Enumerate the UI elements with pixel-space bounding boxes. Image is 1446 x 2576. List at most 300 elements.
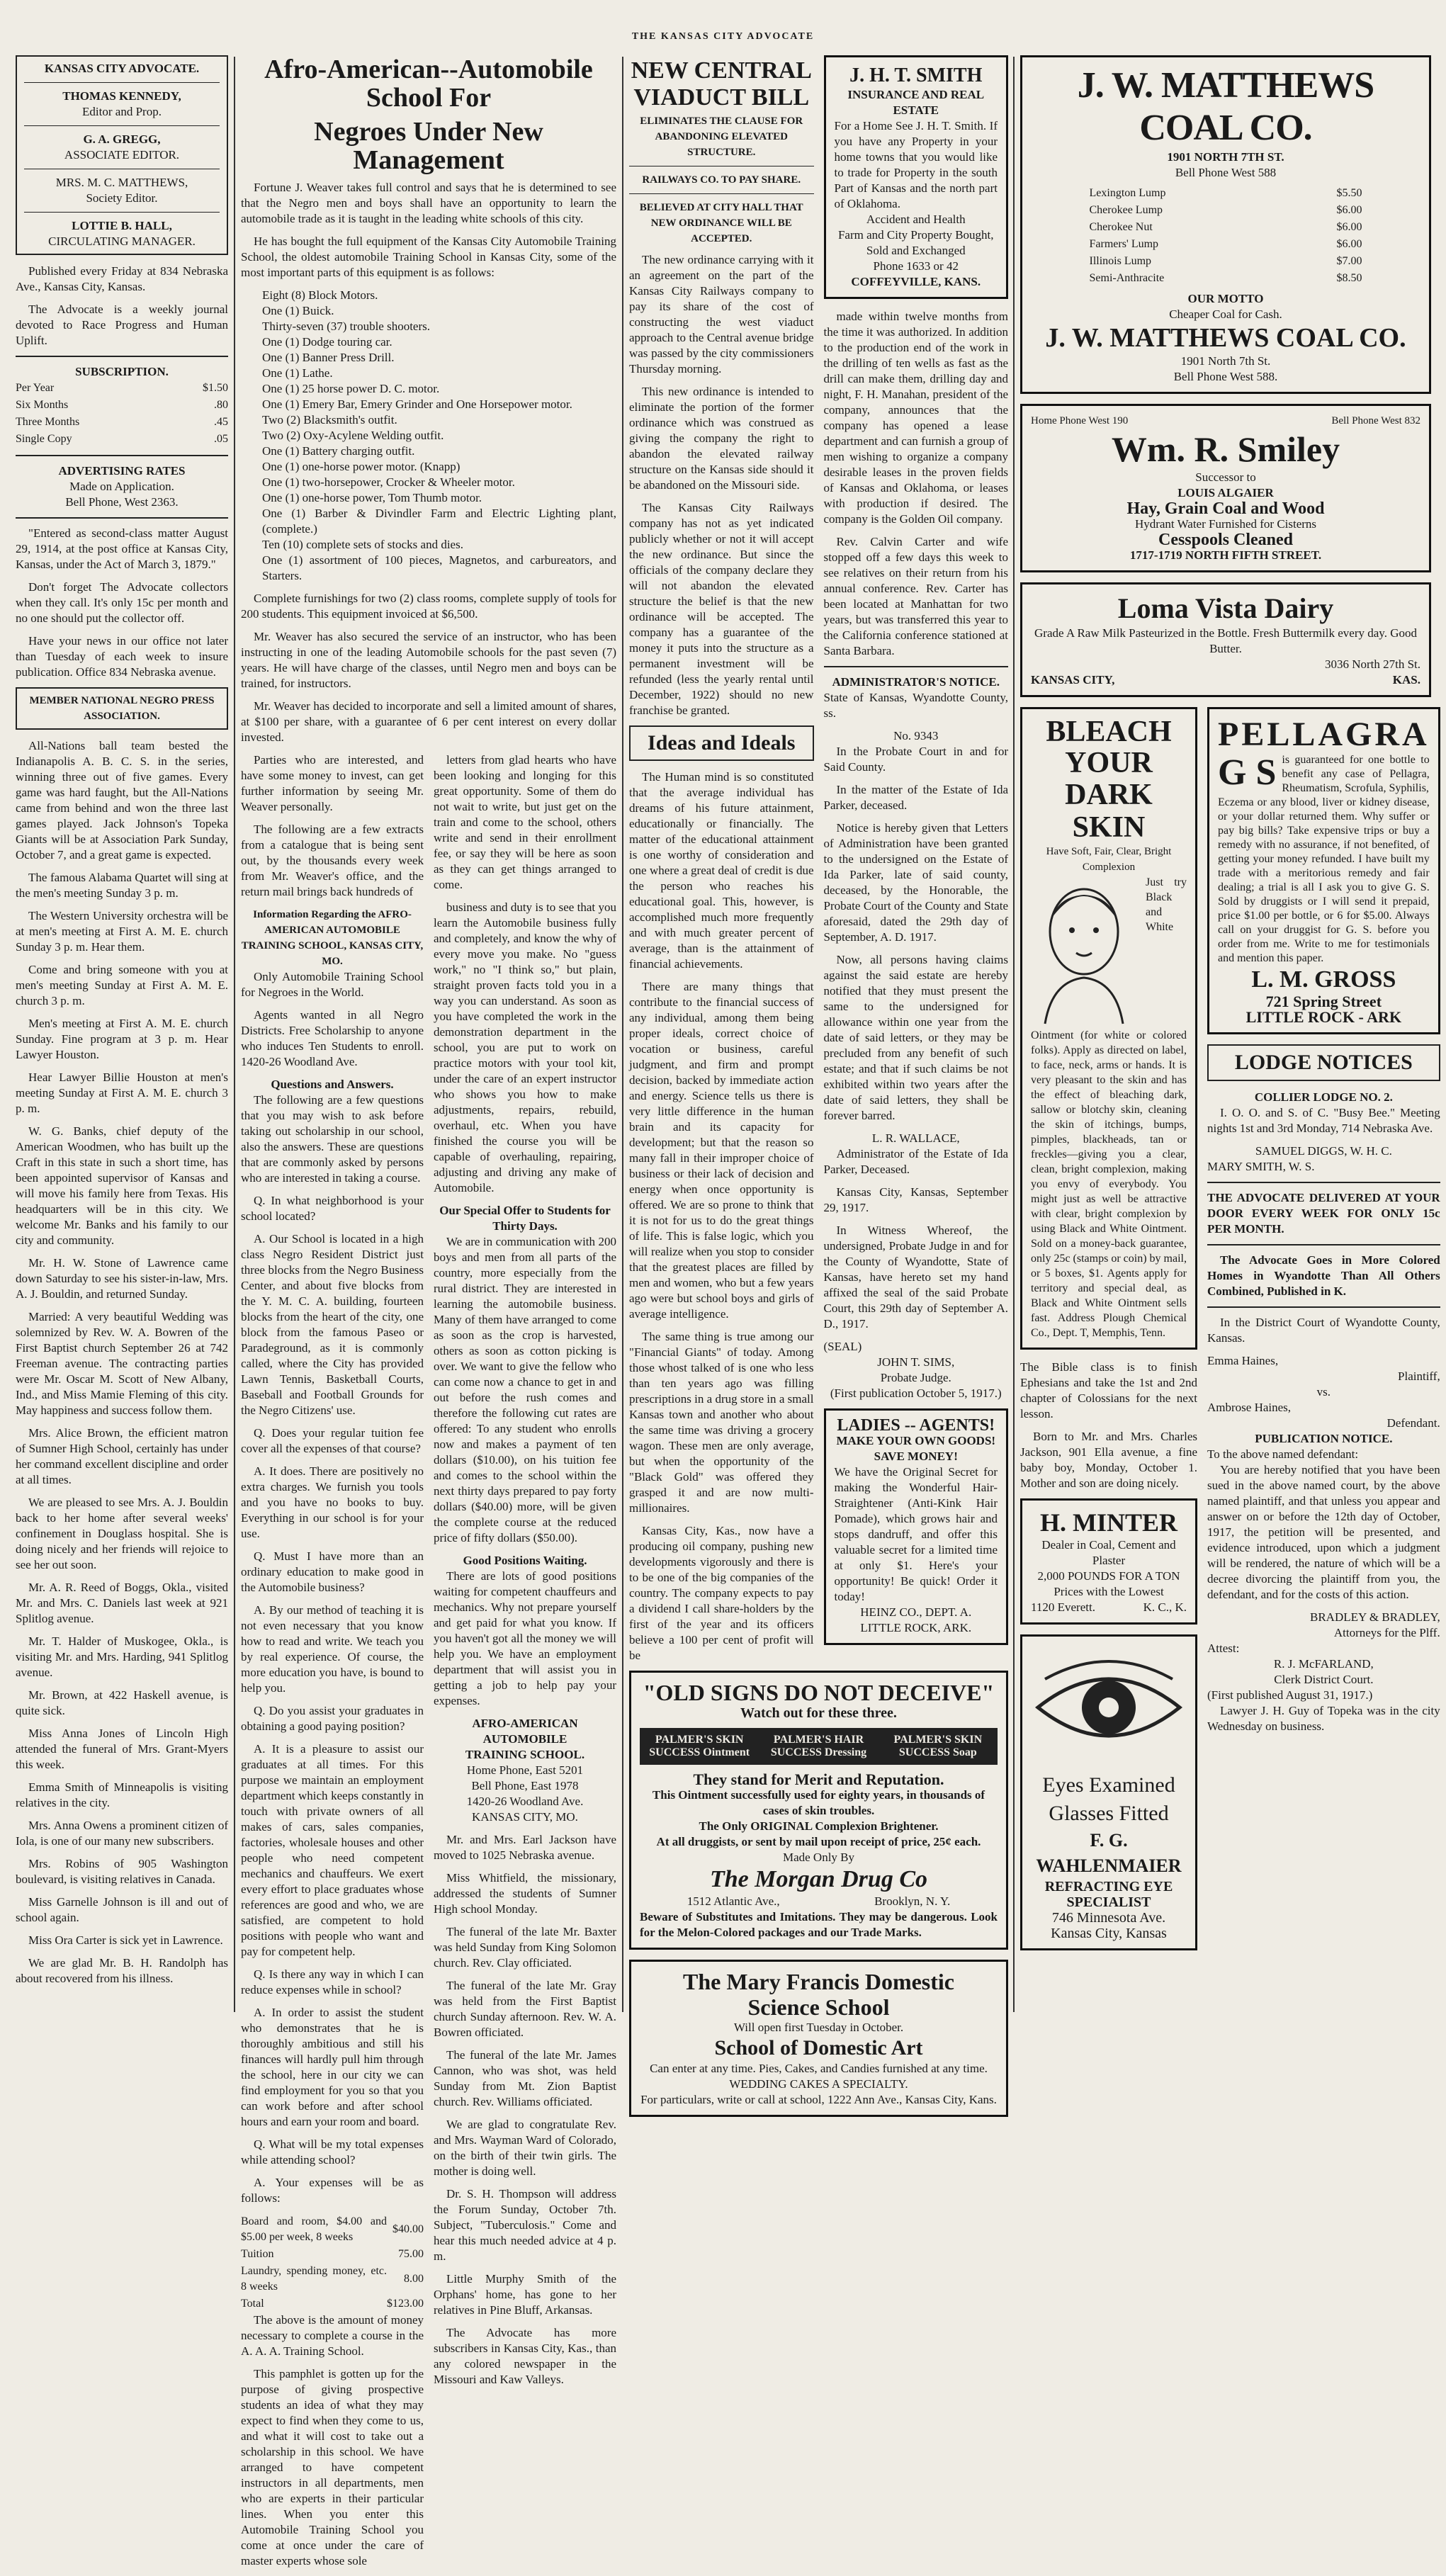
local-item: The famous Alabama Quartet will sing at the men's meeting Sunday 3 p. m. xyxy=(16,871,228,900)
article-paragraph: The new ordinance carrying with it an agreement on the part of the Kansas City Railways company to pay its share of the cost of constructing the west viaduct approach to the Central avenue bridge was passed by the city commissioners Thursday morning. xyxy=(629,253,814,375)
notice-paragraph: In the Probate Court in and for Said County. xyxy=(823,745,1008,774)
local-item: Lawyer J. H. Guy of Topeka was in the city Wednesday on business. xyxy=(1207,1704,1440,1733)
smith-body: For a Home See J. H. T. Smith. If you have any Property in your home towns that you would like to trade for Property in the south Part of Kansas and the north part of Oklahoma. xyxy=(834,119,998,210)
coal-label: Farmers' Lump xyxy=(1089,238,1159,250)
local-item: Mr. and Mrs. Earl Jackson have moved to 1025 Nebraska avenue. xyxy=(434,1833,616,1862)
cost-value: 8.00 xyxy=(404,2273,424,2285)
pellagra-ad xyxy=(1207,707,1440,1034)
minter-body: Dealer in Coal, Cement and Plaster xyxy=(1041,1538,1176,1567)
article-paragraph: made within twelve months from the time it was authorized. In addition to the production end of the work in the drilling of ten wells as fast as the drill can make them, drilling day and night, F. H. Manahan, president of the company, announces that the company has opened a lease department and can furnish a group of men wishing to organize a company desirable leases in the proven fields of Kansas and Oklahoma, or leases with production if desired. The company is the Golden Oil company. xyxy=(823,310,1008,526)
article-paragraph: letters from glad hearts who have been looking and longing for this great opportunity. Some of them do not wait to write, but just get on the train and come to the school, others write and send in their enrollment fee, or say they will be here as soon as they can get things arranged to come. xyxy=(434,753,616,891)
article-two-columns xyxy=(241,752,616,2576)
subscription-title: SUBSCRIPTION. xyxy=(75,365,169,378)
dairy-ad xyxy=(1020,582,1431,697)
smiley-phones xyxy=(1031,413,1420,429)
rate-value: $1.50 xyxy=(203,382,228,394)
local-item: All-Nations ball team bested the Indianapolis A. B. C. S. in the series, winning three out of five games. Every game was hard faught, but the All-Nations came from behind and won the three last games played. Jack Johnson's Topeka Giants will be at Association Park Sunday, October 7, and a great game is expected. xyxy=(16,739,228,862)
local-item: Dr. S. H. Thompson will address the Forum Sunday, October 7th. Subject, "Tuberculosis." Come and hear this much needed advice at 4 p. m. xyxy=(434,2187,616,2263)
local-item: Mr. A. R. Reed of Boggs, Okla., visited Mr. and Mrs. C. Daniels last week at 921 Splitlog avenue. xyxy=(16,1581,228,1625)
judge-name: JOHN T. SIMS, xyxy=(877,1355,955,1369)
equipment-item: One (1) assortment of 100 pieces, Magnetos, and carbureators, and Starters. xyxy=(262,553,616,582)
coal-price-table xyxy=(1090,185,1362,287)
cost-label: Laundry, spending money, etc. 8 weeks xyxy=(241,2265,387,2293)
viaduct-deck: RAILWAYS CO. TO PAY SHARE. xyxy=(642,174,801,186)
notice-paragraph: Notice is hereby given that Letters of Administration have been granted to the undersigned on the Estate of Ida Parker, late of said county, deceased, by the Honorable, the Probate Court of the County and State aforesaid, dated the 29th day of September, A. D. 1917. xyxy=(823,821,1008,944)
local-item: Little Murphy Smith of the Orphans' home, has gone to her relatives in Pine Bluff, Arkansas. xyxy=(434,2272,616,2317)
signature-line: TRAINING SCHOOL. xyxy=(465,1748,585,1761)
smiley-phone: Bell Phone West 832 xyxy=(1331,415,1420,426)
minter-address-line xyxy=(1031,1600,1187,1615)
coal-label: Semi-Anthracite xyxy=(1089,272,1165,284)
optical-specialty: REFRACTING EYE SPECIALIST xyxy=(1044,1879,1173,1910)
automobile-school-article xyxy=(241,55,616,2567)
matthews-name: J. W. MATTHEWS COAL CO. xyxy=(1077,65,1374,148)
qa-title: Questions and Answers. xyxy=(271,1078,394,1091)
dairy-name: Loma Vista Dairy xyxy=(1117,592,1334,624)
dressing-jar: PALMER'S HAIR SUCCESS Dressing xyxy=(759,1728,878,1765)
article-paragraph: The following are a few extracts from a catalogue that is being sent out, by the thousands every week from Mr. Weaver's office, and the return mail brings back hundreds of xyxy=(241,823,424,898)
woman-portrait-illustration xyxy=(1031,875,1137,1024)
domestic-title: The Mary Francis Domestic xyxy=(682,1969,954,1994)
ideas-ideals-title: Ideas and Ideals xyxy=(629,725,814,761)
coal-price: $8.50 xyxy=(1336,272,1362,284)
cost-total-label: Total xyxy=(241,2298,264,2310)
local-item: Men's meeting at First A. M. E. church Sunday. Fine program at 3 p. m. Hear Lawyer Houston. xyxy=(16,1017,228,1061)
ladies-city: LITTLE ROCK, ARK. xyxy=(860,1621,972,1634)
devoted-note: The Advocate is a weekly journal devoted to Race Progress and Human Uplift. xyxy=(16,303,228,347)
column-rule xyxy=(622,57,623,2012)
palmers-stand: They stand for Merit and Reputation. xyxy=(693,1770,944,1788)
ointment-jar: PALMER'S SKIN SUCCESS Ointment xyxy=(640,1728,759,1765)
article-subcolumn-left xyxy=(241,752,424,2576)
cost-label: Tuition xyxy=(241,2248,274,2260)
domestic-science-ad xyxy=(629,1960,1008,2117)
gross-city: LITTLE ROCK - ARK xyxy=(1246,1008,1402,1026)
delivery-notice: THE ADVOCATE DELIVERED AT YOUR DOOR EVERY WEEK FOR ONLY 15c PER MONTH. xyxy=(1207,1191,1440,1236)
ads-two-columns xyxy=(1020,707,1440,1960)
local-item: Born to Mr. and Mrs. Charles Jackson, 901 Ella avenue, a fine baby boy, Monday, October 1. Mother and son are doing nicely. xyxy=(1020,1430,1197,1490)
palmers-city: Brooklyn, N. Y. xyxy=(874,1894,951,1908)
ladies-firm: HEINZ CO., DEPT. A. xyxy=(860,1605,972,1619)
rate-label: Three Months xyxy=(16,416,80,428)
lodge-body: I. O. O. and S. of C. "Busy Bee." Meeting nights 1st and 3rd Monday, 714 Nebraska Ave. xyxy=(1207,1106,1440,1135)
article-paragraph: The above is the amount of money necessary to complete a course in the A. A. A. Training School. xyxy=(241,2313,424,2358)
lodge-notices-title: LODGE NOTICES xyxy=(1207,1044,1440,1081)
local-item: Miss Anna Jones of Lincoln High attended the funeral of Mrs. Grant-Myers this week. xyxy=(16,1727,228,1771)
ads-columns xyxy=(1020,55,1440,2025)
publication-body: You are hereby notified that you have been sued in the above named court, by the above named plaintiff, and that unless you appear and answer on or before the 12th day of October, 1917, the petition will be presented, and evidence introduced, upon which a judgment will be rendered, the nature of which will be a decree divorcing the plaintiff from you, the defendant, and for the costs of this action. xyxy=(1207,1463,1440,1601)
morgan-drug-logo: The Morgan Drug Co xyxy=(709,1866,927,1892)
article-paragraph: Fortune J. Weaver takes full control and says that he is determined to see that the Negro men and boys shall have an opportunity to learn the automobile trade as it is taught in the leading white schools of this city. xyxy=(241,181,616,225)
ladies-sub: SAVE MONEY! xyxy=(874,1450,958,1463)
advertising-title: ADVERTISING RATES xyxy=(58,464,186,478)
domestic-open: Will open first Tuesday in October. xyxy=(733,2021,904,2034)
coal-price: $6.00 xyxy=(1336,204,1362,216)
local-item: Mrs. Anna Owens a prominent citizen of Iola, is one of our many new subscribers. xyxy=(16,1819,228,1848)
qa-paragraph: A. It is a pleasure to assist our graduates at all times. For this purpose we maintain an employment department which keeps constantly in touch with private owners of all makes of cars, sales companies, factories, wholesale houses and other people who need competent mechanics and chauffeurs. We exert every effort to place graduates whose references are good and who, we are satisfied, are competent to hold positions with people who want and pay for competent help. xyxy=(241,1742,424,1958)
domestic-enter: Can enter at any time. Pies, Cakes, and Candies furnished at any time. xyxy=(650,2062,988,2075)
dairy-state: KAS. xyxy=(1392,673,1420,687)
coal-price: $6.00 xyxy=(1336,221,1362,233)
publication-notice-title: PUBLICATION NOTICE. xyxy=(1255,1432,1393,1445)
smith-city: COFFEYVILLE, KANS. xyxy=(851,275,981,288)
local-item: The Western University orchestra will be at men's meeting at First A. M. E. church Sunday 3 p. m. Hear them. xyxy=(16,909,228,954)
rate-value: .05 xyxy=(214,433,228,445)
subscription-rates xyxy=(16,380,228,448)
minter-name: H. MINTER xyxy=(1039,1508,1177,1537)
attorneys: BRADLEY & BRADLEY, xyxy=(1309,1610,1440,1624)
minter-address: 1120 Everett. xyxy=(1031,1600,1095,1614)
dairy-body: Grade A Raw Milk Pasteurized in the Bottle. Fresh Buttermilk every day. Good Butter. xyxy=(1034,626,1417,655)
staff-name: G. A. GREGG, xyxy=(83,132,161,146)
pellagra-lead: is guaranteed for one bottle to benefit any case of Pellagra, Rheumatism, Scrofula, Syphilis, xyxy=(1282,754,1430,794)
equipment-item: One (1) one-horse power, Tom Thumb motor. xyxy=(262,491,482,504)
qa-paragraph: A. Our School is located in a high class Negro Resident District just three blocks from the Negro Business Center, and about five blocks from the Y. M. C. A. building, fourteen blocks from the heart of the city, one block from the famous Paseo or Paradeground, as it is commonly called, where the City has provided Lawn Tennis, Basketball Courts, Baseball and Football Grounds for the Negro Citizens' use. xyxy=(241,1232,424,1417)
local-item: The Advocate has more subscribers in Kansas City, Kas., than any colored newspaper in the Missouri and Kaw Valleys. xyxy=(434,2326,616,2386)
rate-label: Per Year xyxy=(16,382,55,394)
notice-paragraph: Administrator of the Estate of Ida Parker, Deceased. xyxy=(823,1147,1008,1176)
bleach-sub: Have Soft, Fair, Clear, Bright Complexion xyxy=(1046,846,1172,873)
notice-number: No. 9343 xyxy=(893,729,939,742)
local-item: Miss Whitfield, the missionary, addressed the students of Sumner High school Monday. xyxy=(434,1871,616,1916)
smiley-address: 1717-1719 NORTH FIFTH STREET. xyxy=(1129,548,1322,562)
staff-name: MRS. M. C. MATTHEWS, xyxy=(55,176,188,189)
qa-paragraph: A. Your expenses will be as follows: xyxy=(241,2176,424,2205)
local-item: Emma Smith of Minneapolis is visiting relatives in the city. xyxy=(16,1780,228,1809)
local-item: Mr. T. Halder of Muskogee, Okla., is visiting Mr. and Mrs. Harding, 941 Splitlog avenue. xyxy=(16,1634,228,1679)
matthews-address: 1901 NORTH 7TH ST. xyxy=(1167,150,1284,164)
domestic-cakes: WEDDING CAKES A SPECIALTY. xyxy=(729,2077,908,2091)
smith-line: Accident and Health xyxy=(866,213,966,226)
coal-label: Illinois Lump xyxy=(1089,255,1152,267)
equipment-item: One (1) Barber & Divindler Farm and Electric Lighting plant, (complete.) xyxy=(262,507,616,536)
matthews-name-2: J. W. MATTHEWS COAL CO. xyxy=(1045,323,1406,353)
judge-title: Probate Judge. xyxy=(880,1371,951,1384)
attest: Attest: xyxy=(1207,1642,1240,1655)
equipment-item: One (1) 25 horse power D. C. motor. xyxy=(262,382,440,395)
signature-line: AFRO-AMERICAN AUTOMOBILE xyxy=(472,1717,578,1746)
notices-column xyxy=(824,55,1009,1671)
lodge-signature: MARY SMITH, W. S. xyxy=(1207,1160,1315,1173)
local-item: The funeral of the late Mr. James Cannon, who was shot, was held Sunday from Mt. Zion Baptist church. Rev. Williams officiated. xyxy=(434,2048,616,2108)
qa-paragraph: Q. Does your regular tuition fee cover all the expenses of that course? xyxy=(241,1426,424,1455)
ladies-sub: MAKE YOUR OWN GOODS! xyxy=(836,1434,996,1447)
article-paragraph: business and duty is to see that you learn the Automobile business fully and completely, and know the why of every move you make. No "guess work," no "I think so," but plain, straight proven facts told you in a way you can understand. As soon as you have completed the work in the demonstration department in the school, you are put to work on practice motors with your tool kit, under the care of an expert instructor who shows you how to make adjustments, repairs, rebuild, overhaul, etc. When you have finished the course you will be capable of overhauling, repairing, adjusting and driving any make of Automobile. xyxy=(434,900,616,1194)
gross-street: 721 Spring Street xyxy=(1265,993,1382,1010)
signature-line: Home Phone, East 5201 xyxy=(466,1763,584,1777)
smith-name: J. H. T. SMITH xyxy=(849,64,983,86)
article-paragraph: The same thing is true among our "Financial Giants" of today. Among those whost talked of is one who less than ten years ago was filling prescriptions in a drug store in a small Kansas town and another who about the same time was driving a grocery wagon. These men are only average, but when the opportunity of the "Black Gold" was offered they grasped it and are now multi-millionaires. xyxy=(629,1330,814,1515)
article-paragraph: This new ordinance is intended to eliminate the portion of the former ordinance which was construed as giving the company the right to abandon the elevated railway structure on the Kansas side should it be abandoned on the Missouri side. xyxy=(629,385,814,492)
local-item: Married: A very beautiful Wedding was solemnized by Rev. W. A. Bowren of the First Baptist church September 26 at 742 Freeman avenue. The contracting parties were Mr. Oscar M. Scott of New Albany, Ind., and Miss Mamie Fleming of this city. May happiness and success follow them. xyxy=(16,1310,228,1417)
dairy-city-line xyxy=(1031,672,1420,688)
article-headline: Negroes Under New Management xyxy=(314,117,543,175)
optical-line: Glasses Fitted xyxy=(1049,1802,1169,1825)
member-box: MEMBER NATIONAL NEGRO PRESS ASSOCIATION. xyxy=(16,687,228,730)
equipment-item: One (1) Lathe. xyxy=(262,366,333,380)
ladies-agents-ad xyxy=(824,1408,1009,1645)
local-item: Mrs. Robins of 905 Washington boulevard, is visiting relatives in Canada. xyxy=(16,1857,228,1886)
article-paragraph: There are many things that contribute to the financial success of any individual, among them being proper ideals, correct choice of vocation or business, careful judgment, and firm and prompt decision, backed by immediate action and energy. Science tells us there is very little difference in the human brain and its capacity for development; but that the reason so many fall in their improper choice of business or their lack of decision and energy when once opportunity is offered. We are so prone to think that it is not for us to do the great things of life. This is false logic, which you will realize when you stop to consider that the greatest places are filled by men and women, who but a few years ago were but school boys and girls of average intelligence. xyxy=(629,980,814,1321)
local-item: Miss Ora Carter is sick yet in Lawrence. xyxy=(28,1933,223,1947)
matthews-motto: Cheaper Coal for Cash. xyxy=(1169,307,1282,321)
qa-paragraph: A. In order to assist the student who demonstrates that he is thoroughly ambitious and still his finances will hardly pull him through the school, here in our city we can find employment for you so that you can work before and after school hours and earn your room and board. xyxy=(241,2006,424,2128)
local-item: We are glad to congratulate Rev. and Mrs. Wayman Ward of Colorado, on the birth of their twin girls. The mother is doing well. xyxy=(434,2118,616,2178)
ladies-title: LADIES -- AGENTS! xyxy=(837,1416,995,1435)
equipment-item: Two (2) Oxy-Acylene Welding outfit. xyxy=(262,429,444,442)
equipment-item: One (1) Buick. xyxy=(262,304,334,317)
local-item: The funeral of the late Mr. Baxter was held Sunday from King Solomon church. Rev. Clay officiated. xyxy=(434,1925,616,1970)
matthews-phone-2: Bell Phone West 588. xyxy=(1173,370,1278,383)
viaduct-deck: ELIMINATES THE CLAUSE FOR ABANDONING ELEVATED STRUCTURE. xyxy=(640,115,803,158)
attorneys-title: Attorneys for the Plff. xyxy=(1333,1626,1440,1639)
smiley-successor: Successor to xyxy=(1195,470,1256,484)
special-offer-title: Our Special Offer to Students for Thirty Days. xyxy=(439,1204,611,1233)
notice-state: State of Kansas, Wyandotte County, ss. xyxy=(823,691,1008,720)
staff-role: CIRCULATING MANAGER. xyxy=(48,235,196,248)
court-heading: In the District Court of Wyandotte County, Kansas. xyxy=(1207,1316,1440,1345)
eye-illustration xyxy=(1031,1651,1187,1764)
gs-logo: G S xyxy=(1218,752,1277,793)
qa-paragraph: The following are a few questions that you may wish to ask before taking out scholarship in our school, also the answers. These are questions that are commonly asked by persons who are interested in taking a course. xyxy=(241,1093,424,1185)
equipment-item: Ten (10) complete sets of stocks and dies. xyxy=(262,538,463,551)
qa-paragraph: Q. In what neighborhood is your school located? xyxy=(241,1194,424,1223)
cost-label: Board and room, $4.00 and $5.00 per week, 8 weeks xyxy=(241,2215,387,2243)
circulation-notice: The Advocate Goes in More Colored Homes in Wyandotte Than All Others Combined, Published in K. xyxy=(1207,1253,1440,1298)
article-paragraph: He has bought the full equipment of the Kansas City Automobile Training School, the oldest automobile Training School in Kansas City, some of the most important parts of this equipment is as follows: xyxy=(241,235,616,279)
smiley-phone: Home Phone West 190 xyxy=(1031,415,1129,426)
local-item: Mr. H. W. Stone of Lawrence came down Saturday to see his sister-in-law, Mrs. A. J. Bouldin, and returned Sunday. xyxy=(16,1256,228,1301)
smiley-name: Wm. R. Smiley xyxy=(1111,429,1340,469)
matthews-coal-ad xyxy=(1020,55,1431,394)
viaduct-headline: NEW CENTRAL xyxy=(631,57,812,84)
palmers-body: The Only ORIGINAL Complexion Brightener. xyxy=(699,1819,939,1833)
local-item: Miss Garnelle Johnson is ill and out of school again. xyxy=(16,1895,228,1924)
smiley-water: Hydrant Water Furnished for Cisterns xyxy=(1134,517,1317,531)
local-item: Come and bring someone with you at men's meeting Sunday at First A. M. E. church 3 p. m. xyxy=(16,963,228,1007)
equipment-item: One (1) Banner Press Drill. xyxy=(262,351,395,364)
minter-ad xyxy=(1020,1498,1197,1625)
smiley-ad xyxy=(1020,404,1431,572)
staff-role: ASSOCIATE EDITOR. xyxy=(64,148,180,162)
smiley-goods: Hay, Grain Coal and Wood xyxy=(1126,499,1325,518)
article-paragraph: The Kansas City Railways company has not as yet indicated publicly whether or not it will accept the new ordinance. But since the officials of the company declare they will not abandon the elevated structure the belief is that the new ordinance will be accepted. The company has a guarantee of the money it puts into the structure as a permanent investment will be refunded (less the yearly rental until December, 1922) should no new franchise be granted. xyxy=(629,501,814,717)
coal-price: $5.50 xyxy=(1336,187,1362,199)
equipment-item: Eight (8) Block Motors. xyxy=(262,288,378,302)
equipment-list xyxy=(241,288,616,584)
optical-address: 746 Minnesota Ave. xyxy=(1051,1910,1166,1926)
local-item: The funeral of the late Mr. Gray was held from the First Baptist church Sunday afternoon. Rev. W. A. Bowren officiated. xyxy=(434,1979,616,2039)
column-rule xyxy=(1013,57,1015,2012)
soap-box: PALMER'S SKIN SUCCESS Soap xyxy=(879,1728,998,1765)
positions-title: Good Positions Waiting. xyxy=(463,1554,587,1567)
article-paragraph: Rev. Calvin Carter and wife stopped off a few days this week to see relatives on their return from his annual conference. Rev. Carter has been located at Manhattan for two years, but was transferred this year to the California conference stationed at Santa Barbara. xyxy=(823,535,1008,657)
smith-phone: Phone 1633 or 42 xyxy=(873,259,959,273)
coal-price: $6.00 xyxy=(1336,238,1362,250)
article-paragraph: Only Automobile Training School for Negroes in the World. xyxy=(241,970,424,999)
palmers-ad xyxy=(629,1671,1008,1950)
publication-to: To the above named defendant: xyxy=(1207,1447,1359,1461)
equipment-item: One (1) Dodge touring car. xyxy=(262,335,392,349)
clerk-name: R. J. McFARLAND, xyxy=(1273,1657,1374,1671)
ladies-body: We have the Original Secret for making the Wonderful Hair-Straightener (Anti-Kink Hair Pomade), which grows hair and stops dandruff, and offer this valuable secret for a limited time at only $1. Here's your opportunity! Be quick! Order it today! xyxy=(834,1465,998,1603)
center-two-columns xyxy=(629,55,1008,1671)
lodge-signature: SAMUEL DIGGS, W. H. C. xyxy=(1255,1144,1392,1158)
defendant-name: Ambrose Haines, xyxy=(1207,1401,1292,1414)
qa-paragraph: Q. Is there any way in which I can reduce expenses while in school? xyxy=(241,1967,424,1996)
local-item: The Bible class is to finish Ephesians and take the 1st and 2nd chapter of Colossians for the next lesson. xyxy=(1020,1360,1197,1420)
notice-title: ADMINISTRATOR'S NOTICE. xyxy=(832,675,1000,689)
local-item: Hear Lawyer Billie Houston at men's meeting Sunday at First A. M. E. church 3 p. m. xyxy=(16,1070,228,1115)
minter-prices: Prices with the Lowest xyxy=(1054,1585,1164,1598)
article-paragraph: Mr. Weaver has also secured the service of an instructor, who has been instructing in one of the leading Automobile schools for the past seven (7) years. He will have charge of the classes, until Negro men and boys can be trained, for instructors. xyxy=(241,630,616,690)
article-paragraph: Agents wanted in all Negro Districts. Free Scholarship to anyone who induces Ten Students to enroll. 1420-26 Woodland Ave. xyxy=(241,1008,424,1068)
smiley-prev: LOUIS ALGAIER xyxy=(1177,486,1274,499)
bleach-ad xyxy=(1020,707,1197,1350)
optical-city: Kansas City, Kansas xyxy=(1051,1926,1167,1941)
article-paragraph: Parties who are interested, and have some money to invest, can get further information by seeing Mr. Weaver personally. xyxy=(241,753,424,813)
signature-line: Bell Phone, East 1978 xyxy=(471,1779,579,1792)
smith-line: Farm and City Property Bought, Sold and Exchanged xyxy=(837,228,994,257)
matthews-phone: Bell Phone West 588 xyxy=(1175,166,1277,179)
domestic-address: For particulars, write or call at school, 1222 Ann Ave., Kansas City, Kans. xyxy=(640,2093,997,2106)
gross-name: L. M. GROSS xyxy=(1251,966,1396,993)
plaintiff-name: Emma Haines, xyxy=(1207,1354,1279,1367)
palmers-sub: Watch out for these three. xyxy=(740,1705,897,1721)
lodge-sub: COLLIER LODGE NO. 2. xyxy=(1254,1090,1393,1104)
staff-box xyxy=(16,55,228,255)
staff-role: Society Editor. xyxy=(86,191,158,205)
domestic-title: Science School xyxy=(747,1994,890,2020)
rate-value: .45 xyxy=(214,416,228,428)
smith-sub: INSURANCE AND REAL ESTATE xyxy=(847,88,985,117)
equipment-item: One (1) Emery Bar, Emery Grinder and One Horsepower motor. xyxy=(262,397,572,411)
dairy-city: KANSAS CITY, xyxy=(1031,673,1115,687)
palmers-body: This Ointment successfully used for eighty years, in thousands of cases of skin troubles. xyxy=(652,1788,985,1817)
palmers-address xyxy=(640,1894,998,1909)
qa-paragraph: A. It does. There are positively no extra charges. We furnish you tools and you have no books to buy. Everything in our school is for your use. xyxy=(241,1464,424,1540)
column-1 xyxy=(16,55,228,2025)
palmers-body: At all druggists, or sent by mail upon receipt of price, 25¢ each. xyxy=(656,1835,981,1848)
viaduct-column xyxy=(629,55,814,1671)
signature-line: KANSAS CITY, MO. xyxy=(472,1810,578,1824)
coal-price: $7.00 xyxy=(1336,255,1362,267)
clerk-title: Clerk District Court. xyxy=(1274,1673,1374,1686)
cost-table xyxy=(241,2213,424,2312)
qa-paragraph: A. By our method of teaching it is not even necessary that you know how to read and write. We teach you by real experience. Of course, the more education you have, is bound to help you. xyxy=(241,1603,424,1695)
info-title: Information Regarding the AFRO-AMERICAN AUTOMOBILE TRAINING SCHOOL, KANSAS CITY, MO. xyxy=(241,909,424,967)
plaintiff-label: Plaintiff, xyxy=(1398,1369,1440,1383)
article-paragraph: Kansas City, Kas., now have a producing oil company, pushing new developments vigorously and there is to be one of the big companies of the country. The company expects to pay a dividend I call share-holders by the first of the year and its officers believe a 100 per cent of profit will be xyxy=(629,1524,814,1662)
staff-name: THOMAS KENNEDY, xyxy=(62,89,181,103)
column-rule xyxy=(234,57,235,2012)
center-columns xyxy=(629,55,1008,2106)
palmers-street: 1512 Atlantic Ave., xyxy=(687,1894,780,1908)
viaduct-deck: BELIEVED AT CITY HALL THAT NEW ORDINANCE WILL BE ACCEPTED. xyxy=(639,202,803,244)
palmers-made: Made Only By xyxy=(782,1851,855,1864)
qa-paragraph: Q. Must I have more than an ordinary education to make good in the Automobile business? xyxy=(241,1549,424,1594)
pellagra-title: PELLAGRA xyxy=(1218,716,1430,753)
equipment-item: Thirty-seven (37) trouble shooters. xyxy=(262,320,430,333)
notice-paragraph: Kansas City, Kansas, September 29, 1917. xyxy=(823,1185,1008,1214)
domestic-art: School of Domestic Art xyxy=(714,2036,923,2060)
matthews-motto-title: OUR MOTTO xyxy=(1187,292,1264,305)
equipment-item: One (1) one-horse power motor. (Knapp) xyxy=(262,460,461,473)
notice-signature: L. R. WALLACE, xyxy=(871,1131,960,1145)
published-note: Published every Friday at 834 Nebraska Ave., Kansas City, Kansas. xyxy=(16,264,228,293)
article-paragraph: There are lots of good positions waiting for competent chauffeurs and mechanics. Why not prepare yourself and get paid for what you know. If you haven't got all the money we will help you. We have an employment department that will assist you in getting a job to help pay your expenses. xyxy=(434,1569,616,1707)
advertising-sub: Made on Application. xyxy=(69,480,174,493)
defendant-label: Defendant. xyxy=(1386,1416,1440,1430)
coal-label: Cherokee Lump xyxy=(1089,204,1163,216)
ads-right-column xyxy=(1207,707,1440,1960)
masthead: THE KANSAS CITY ADVOCATE xyxy=(631,31,815,42)
equipment-item: Two (2) Blacksmith's outfit. xyxy=(262,413,397,426)
rate-label: Single Copy xyxy=(16,433,72,445)
qa-paragraph: Q. Do you assist your graduates in obtaining a good paying position? xyxy=(241,1704,424,1733)
article-paragraph: The Human mind is so constituted that the average individual has dreams of his future attainment, educationally or financially. The matter of the educational attainment is one worthy of consideration and one where a great deal of credit is due the person who reaches his educational goal. This, however, is accomplished much more frequently and with much greater percent of average, than is the attainment of financial achievements. xyxy=(629,770,814,971)
rate-value: .80 xyxy=(214,399,228,411)
equipment-item: One (1) Battery charging outfit. xyxy=(262,444,415,458)
notice-seal: (SEAL) xyxy=(823,1340,862,1353)
qa-paragraph: Q. What will be my total expenses while attending school? xyxy=(241,2137,424,2167)
bleach-body: Just try Black and White Ointment (for white or colored folks). Apply as directed on label, to face, neck, arms or hands. It is very pleasant to the skin and has the effect of bleaching dark, sallow or blotchy skin, cleaning the skin of itchings, bumps, pimples, blackheads, tan or freckles—giving you a clear, clean, bright complexion, making you envy of everybody. You might just as well be attractive with clear, bright complexion by using Black and White Ointment. Sold on a money-back guarantee, only 25c (stamps or coin) by mail, or 5 boxes, $1. Agents apply for territory and special deal, as Black and White Ointment sells fast. Address Plough Chemical Co., Dept. T, Memphis, Tenn. xyxy=(1031,876,1187,1339)
versus: vs. xyxy=(1316,1385,1331,1399)
ads-left-column xyxy=(1020,707,1197,1960)
have-news-note: Have your news in our office not later than Tuesday of each week to insure publication. Office 834 Nebraska avenue. xyxy=(16,634,228,679)
local-item: We are glad Mr. B. H. Randolph has about recovered from his illness. xyxy=(16,1956,228,1985)
optical-ad xyxy=(1020,1634,1197,1950)
first-publication: (First publication October 5, 1917.) xyxy=(830,1386,1002,1400)
advertising-phone: Bell Phone, West 2363. xyxy=(65,495,179,509)
smiley-cesspools: Cesspools Cleaned xyxy=(1158,531,1294,549)
article-paragraph: Mr. Weaver has decided to incorporate and sell a limited amount of shares, at $100 per share, with a guarantee of 6 per cent interest on every dollar invested. xyxy=(241,699,616,744)
coal-label: Cherokee Nut xyxy=(1089,221,1153,233)
signature-line: 1420-26 Woodland Ave. xyxy=(466,1795,584,1808)
dairy-address: 3036 North 27th St. xyxy=(1324,657,1420,671)
local-item: Mr. Brown, at 422 Haskell avenue, is quite sick. xyxy=(16,1688,228,1717)
smith-ad xyxy=(824,55,1009,299)
palmers-title: "OLD SIGNS DO NOT DECEIVE" xyxy=(643,1680,995,1705)
coal-label: Lexington Lump xyxy=(1089,187,1166,199)
first-published: (First published August 31, 1917.) xyxy=(1207,1688,1373,1702)
notice-paragraph: In Witness Whereof, the undersigned, Probate Judge in and for the County of Wyandotte, State of Kansas, have hereto set my hand affixed the seal of the said Probate Court, this 29th day of September A. D., 1917. xyxy=(823,1224,1008,1331)
optical-line: Eyes Examined xyxy=(1042,1773,1175,1797)
dont-forget-note: Don't forget The Advocate collectors when they call. It's only 15c per month and no one should put the collector off. xyxy=(16,580,228,625)
paper-name: KANSAS CITY ADVOCATE. xyxy=(44,62,200,75)
palmers-beware: Beware of Substitutes and Imitations. They may be dangerous. Look for the Melon-Colored packages and our Trade Marks. xyxy=(640,1910,998,1939)
staff-name: LOTTIE B. HALL, xyxy=(72,219,172,232)
optical-name: F. G. WAHLENMAIER xyxy=(1036,1830,1182,1876)
local-item: We are pleased to see Mrs. A. J. Bouldin back to her home after several weeks' confinement in Douglass hospital. She is doing nicely and her friends will rejoice to see her out soon. xyxy=(16,1496,228,1571)
equipment-item: One (1) two-horsepower, Crocker & Wheeler motor. xyxy=(262,475,515,489)
bleach-title: BLEACH YOUR xyxy=(1046,716,1172,779)
local-item: W. G. Banks, chief deputy of the American Woodmen, who has built up the Craft in this state in such a short time, has been appointed supervisor of Kansas and will move his family here from Texas. His headquarters will be in this city. We welcome Mr. Banks and his family to our city and community. xyxy=(16,1124,228,1247)
bleach-title: DARK SKIN xyxy=(1065,779,1153,844)
pellagra-body: Eczema or any blood, liver or kidney disease, or your dollar returned them. Why suffer or pay big bills? Take expensive trips or buy a remedy with no assurance, if not benefited, of getting your money refunded. I have built my trade with a meritorious remedy and fair dealing; a trial is all I ask you to give G. S. Sold by druggists or I will send it prepaid, price $1.00 per bottle, or 6 for $5.00. Always call on your druggist for G. S. before you order from me. Write to me for testimonials and mention this paper. xyxy=(1218,796,1430,964)
article-paragraph: We are in communication with 200 boys and men from all parts of the country, more especially from the rural district. They are interested in learning the automobile business. Many of them have arranged to come as soon as the crop is harvested, others as soon as cotton picking is over. We want to give the fellow who can come now a chance to get in and out before the rush comes and therefore the following cut rates are offered: To any student who enrolls now and makes a payment of ten dollars ($10.00), on his tuition fee and comes to the school within the next thirty days prepared to pay forty dollars ($40.00) more, will be given the complete course at the reduced price of fifty dollars ($50.00). xyxy=(434,1235,616,1544)
article-paragraph: Complete furnishings for two (2) class rooms, complete supply of tools for 200 students. This equipment invoiced at $6,500. xyxy=(241,592,616,621)
palmers-products xyxy=(640,1728,998,1765)
minter-lbs: 2,000 POUNDS FOR A TON xyxy=(1037,1569,1180,1583)
entered-note: "Entered as second-class matter August 29, 1914, at the post office at Kansas City, Kansas, under the Act of March 3, 1879." xyxy=(16,526,228,571)
minter-city: K. C., K. xyxy=(1143,1600,1187,1614)
notice-paragraph: Now, all persons having claims against the said estate are hereby notified that they must present the same to the undersigned for allowance within one year from the date of said letters, or they may be precluded from any benefit of such estate; and that if such claims be not exhibited within two years after the date of said letters, they shall be forever barred. xyxy=(823,953,1008,1122)
staff-role: Editor and Prop. xyxy=(82,105,162,118)
article-headline: Afro-American--Automobile School For xyxy=(264,55,593,113)
notice-paragraph: In the matter of the Estate of Ida Parker, deceased. xyxy=(823,783,1008,812)
cost-total-value: $123.00 xyxy=(387,2298,424,2310)
